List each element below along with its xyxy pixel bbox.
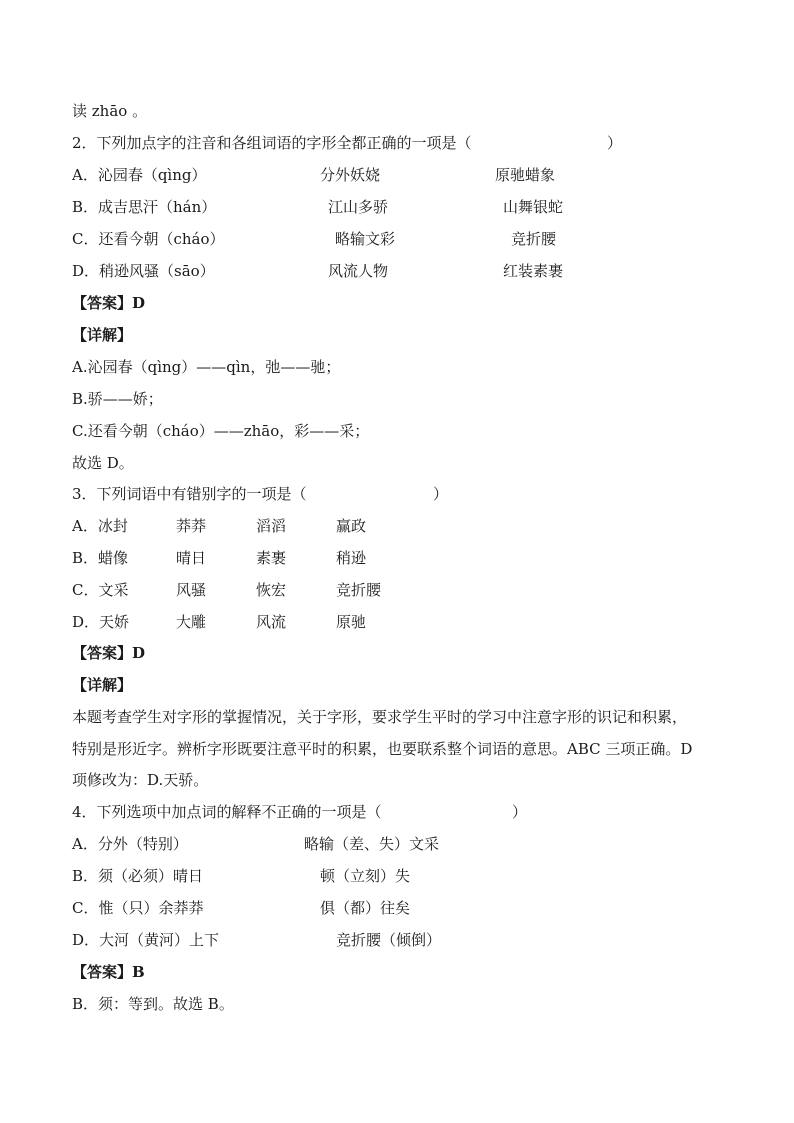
q2-explain-line: C.还看今朝（cháo）——zhāo，彩——采； <box>72 422 370 440</box>
q2-answer: 【答案】D <box>72 294 146 312</box>
q3-row-d-col2: 大雕 <box>176 613 207 631</box>
intro-line: 读 zhāo 。 <box>72 102 148 120</box>
q3-row-a-col3: 滔滔 <box>256 517 287 535</box>
q2-explain-line: B.骄——娇； <box>72 390 163 408</box>
q3-row-b-col4: 稍逊 <box>336 549 367 567</box>
q3-explain-tag: 【详解】 <box>72 676 133 694</box>
q3-row-a-col1: A．冰封 <box>72 517 128 535</box>
q3-row-c-col4: 竞折腰 <box>336 581 382 599</box>
q3-row-a-col2: 莽莽 <box>176 517 207 535</box>
q2-option-c-word1: 略输文彩 <box>335 230 396 248</box>
q3-explain-line: 特别是形近字。辨析字形既要注意平时的积累，也要联系整个词语的意思。ABC 三项正确。D <box>72 740 693 758</box>
q4-explain: B．须：等到。故选 B。 <box>72 995 234 1013</box>
q3-row-c-col3: 恢宏 <box>256 581 287 599</box>
q3-stem: 3．下列词语中有错别字的一项是（ <box>72 485 307 503</box>
q4-option-a-second: 略输（差、失）文采 <box>304 835 440 853</box>
q4-stem: 4．下列选项中加点词的解释不正确的一项是（ <box>72 803 382 821</box>
q3-row-c-col2: 风骚 <box>176 581 207 599</box>
q3-row-d-col3: 风流 <box>256 613 287 631</box>
q3-row-a-col4: 赢政 <box>336 517 367 535</box>
q4-option-a: A．分外（特别） <box>72 835 188 853</box>
q2-explain-line: 故选 D。 <box>72 454 134 472</box>
q4-option-d-second: 竞折腰（倾倒） <box>336 931 442 949</box>
q3-row-d-col1: D．天娇 <box>72 613 130 631</box>
q2-option-c: C．还看今朝（cháo） <box>72 230 225 248</box>
q3-row-c-col1: C．文采 <box>72 581 129 599</box>
q2-close-paren: ） <box>607 134 623 152</box>
q2-option-a-word1: 分外妖娆 <box>320 166 381 184</box>
q3-close-paren: ） <box>433 485 449 503</box>
q2-explain-line: A.沁园春（qìng）——qìn，弛——驰； <box>72 358 341 376</box>
q3-row-b-col2: 晴日 <box>176 549 207 567</box>
q3-explain-line: 本题考查学生对字形的掌握情况，关于字形，要求学生平时的学习中注意字形的识记和积累， <box>72 708 688 726</box>
q2-option-d: D．稍逊风骚（sāo） <box>72 262 215 280</box>
q4-option-c-second: 俱（都）往矣 <box>320 899 411 917</box>
q2-option-c-word2: 竞折腰 <box>511 230 557 248</box>
q2-option-a-word2: 原驰蜡象 <box>495 166 556 184</box>
q2-option-d-word2: 红装素裹 <box>503 262 564 280</box>
q2-explain-tag: 【详解】 <box>72 326 133 344</box>
q3-answer: 【答案】D <box>72 644 146 662</box>
q3-row-b-col1: B．蜡像 <box>72 549 129 567</box>
q2-option-b-word2: 山舞银蛇 <box>503 198 564 216</box>
q4-option-b: B．须（必须）晴日 <box>72 867 204 885</box>
q3-row-b-col3: 素裹 <box>256 549 287 567</box>
q2-option-a: A．沁园春（qìng） <box>72 166 207 184</box>
q3-explain-line: 项修改为：D.天骄。 <box>72 771 209 789</box>
q4-close-paren: ） <box>512 803 528 821</box>
q4-option-b-second: 顿（立刻）失 <box>320 867 411 885</box>
q2-option-b: B．成吉思汗（hán） <box>72 198 217 216</box>
q2-stem: 2．下列加点字的注音和各组词语的字形全都正确的一项是（ <box>72 134 472 152</box>
q3-row-d-col4: 原驰 <box>336 613 367 631</box>
q4-option-d: D．大河（黄河）上下 <box>72 931 220 949</box>
q4-option-c: C．惟（只）余莽莽 <box>72 899 204 917</box>
q4-answer: 【答案】B <box>72 963 145 981</box>
q2-option-b-word1: 江山多骄 <box>328 198 389 216</box>
q2-option-d-word1: 风流人物 <box>328 262 389 280</box>
